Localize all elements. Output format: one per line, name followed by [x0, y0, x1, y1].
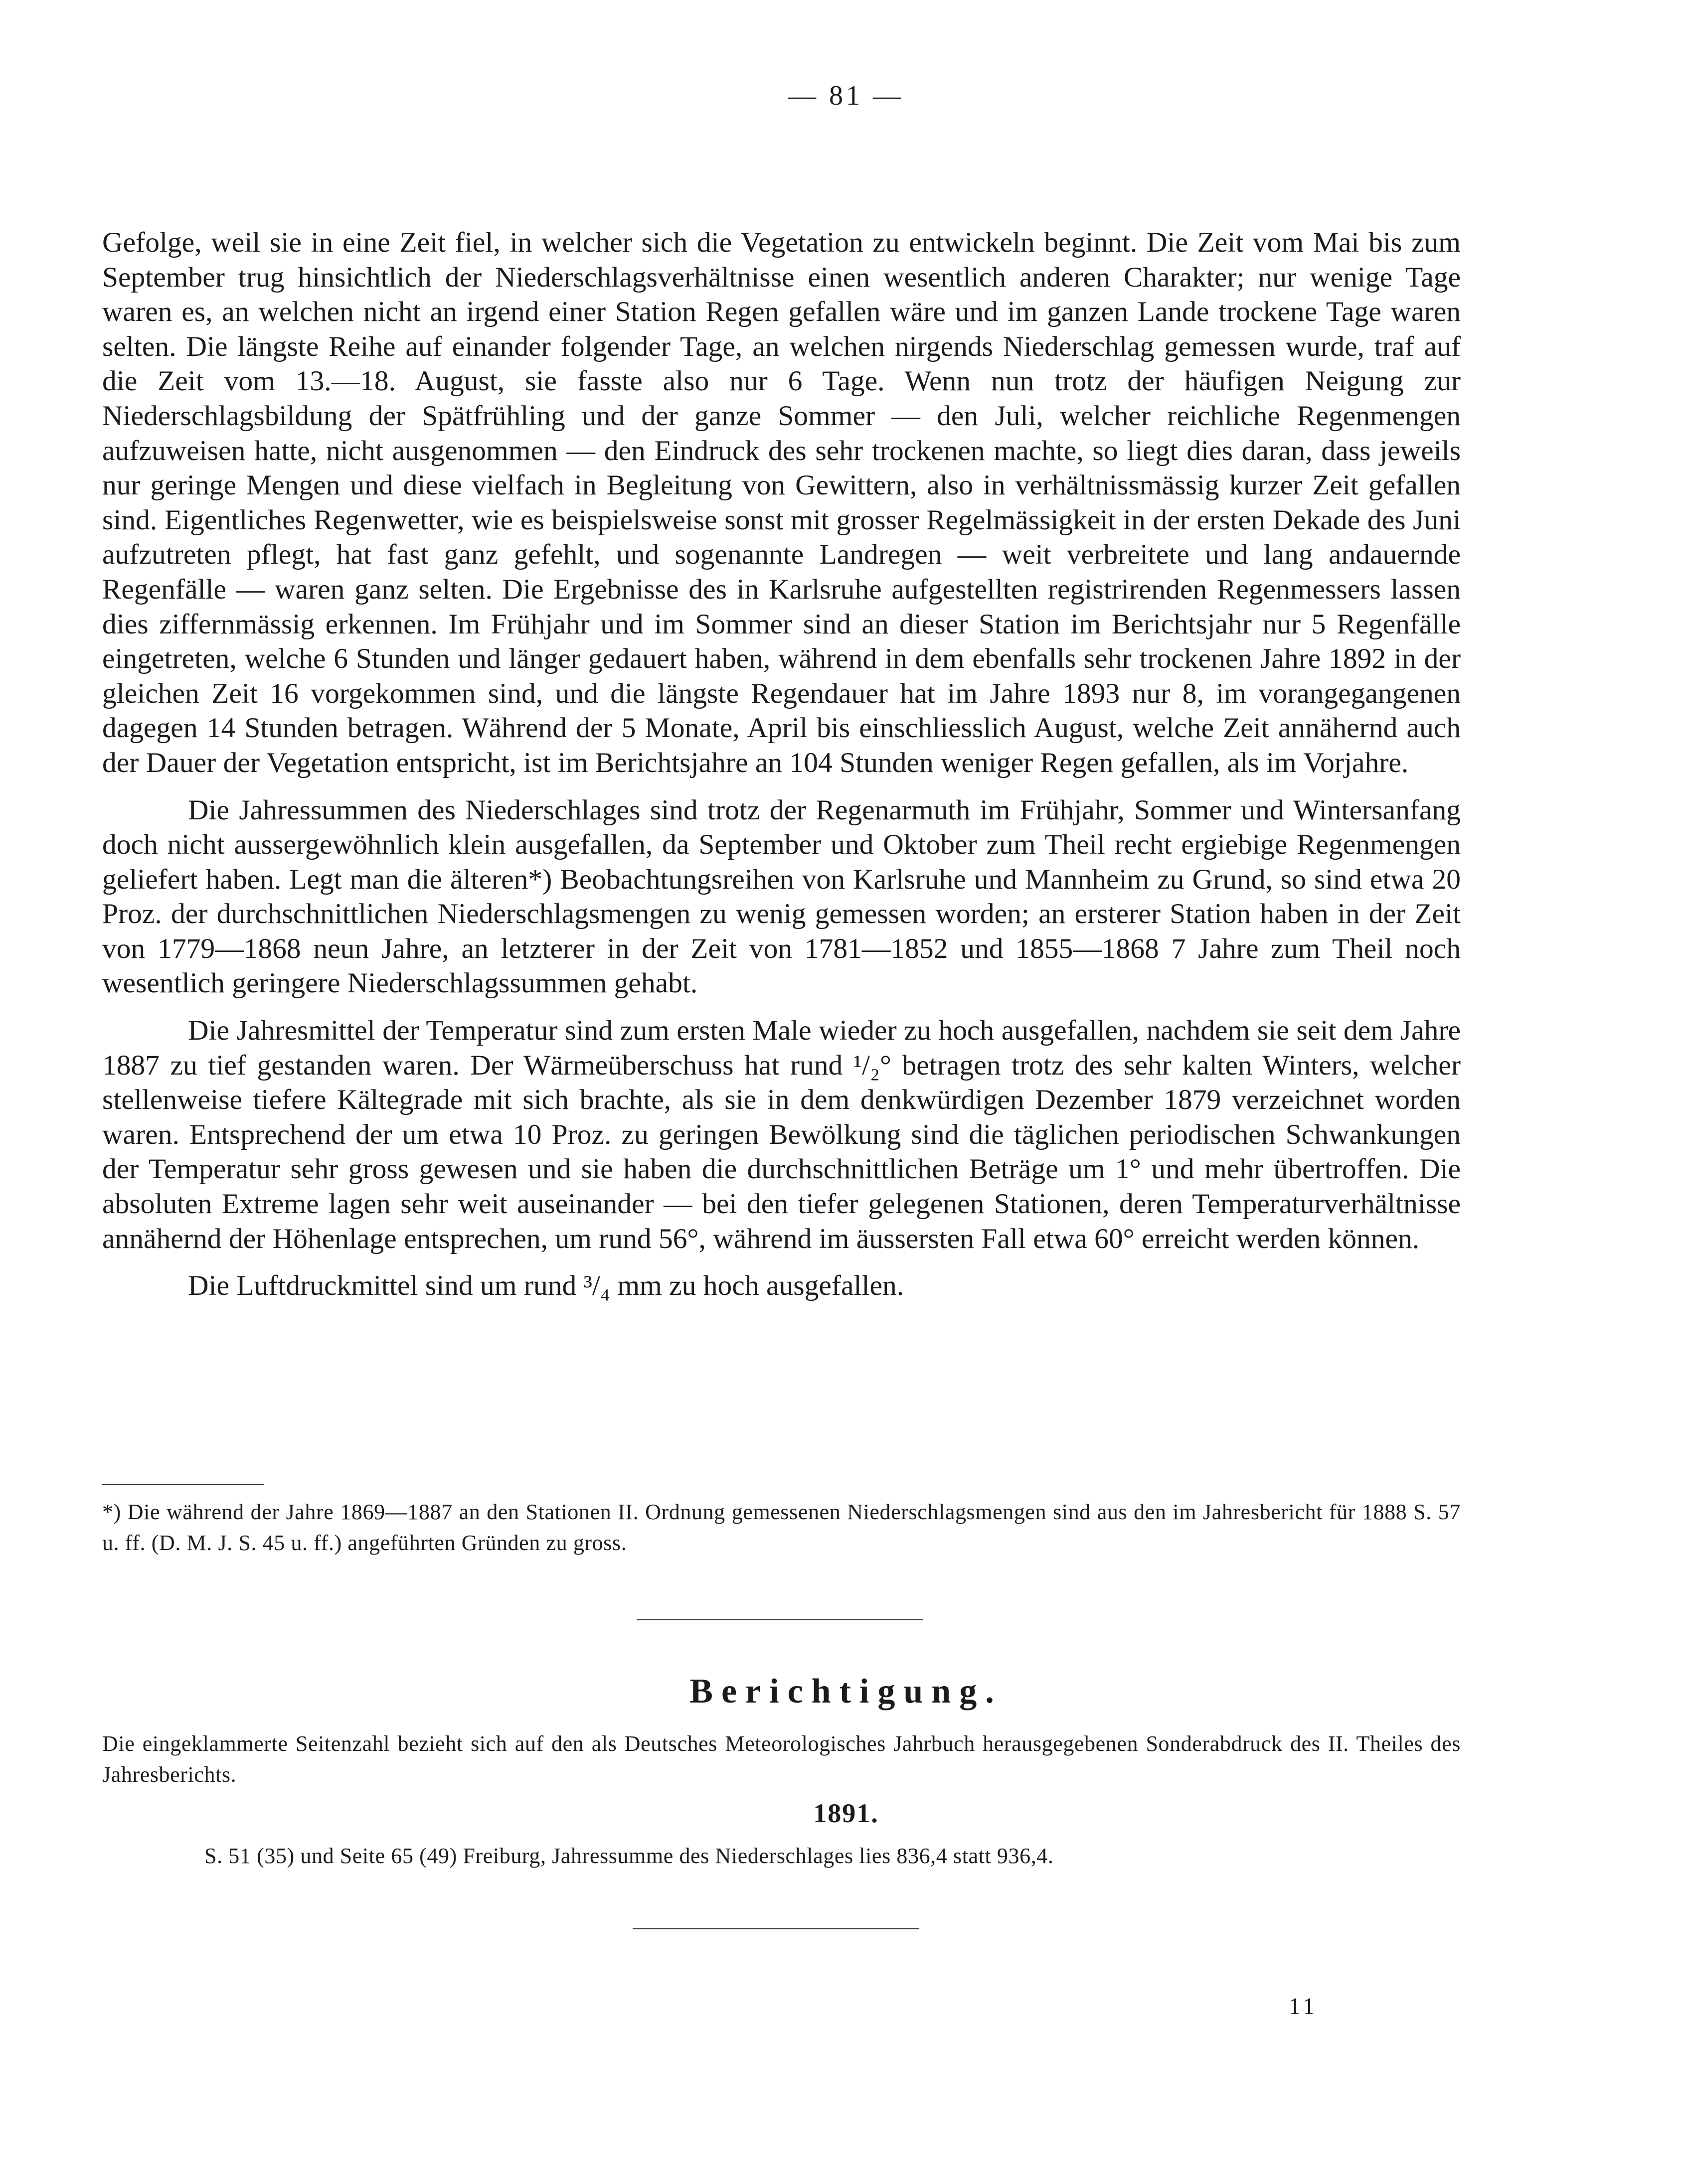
paragraph-luftdruck: Die Luftdruckmittel sind um rund ³/₄ mm zu hoch ausgefallen.	[188, 1270, 904, 1302]
section-divider-top	[637, 1619, 923, 1620]
errata-entry: S. 51 (35) und Seite 65 (49) Freiburg, Jahressumme des Niederschlages lies 836,4 statt 936,4.	[204, 1844, 1054, 1868]
body-text	[102, 225, 1461, 1316]
paragraph-jahressummen: Die Jahressummen des Niederschlages sind trotz der Regenarmuth im Frühjahr, Sommer und Wintersanfang doch nicht aussergewöhnlich klein ausgefallen, da September und Oktober zum Theil recht ergiebige Regenmengen geliefert haben. Legt man die älteren*) Beobachtungsreihen von Karlsruhe und Mannheim zu Grund, so sind etwa 20 Proz. der durchschnittlichen Niederschlagsmengen zu wenig gemessen worden; an ersterer Station haben in der Zeit von 1779—1868 neun Jahre, an letzterer in der Zeit von 1781—1852 und 1855—1868 7 Jahre zum Theil noch wesentlich geringere Niederschlagssummen gehabt.	[102, 794, 1461, 999]
errata-heading: Berichtigung.	[689, 1672, 1003, 1711]
paragraph-jahresmittel: Die Jahresmittel der Temperatur sind zum ersten Male wieder zu hoch ausgefallen, nachdem sie seit dem Jahre 1887 zu tief gestanden waren. Der Wärmeüberschuss hat rund ¹/₂° betragen trotz des sehr kalten Winters, welcher stellenweise tiefere Kältegrade mit sich brachte, als sie in dem denkwürdigen Dezember 1879 verzeichnet worden waren. Entsprechend der um etwa 10 Proz. zu geringen Bewölkung sind die täglichen periodischen Schwankungen der Temperatur sehr gross gewesen und sie haben die durchschnittlichen Beträge um 1° und mehr übertroffen. Die absoluten Extreme lagen sehr weit auseinander — bei den tiefer gelegenen Stationen, deren Temperaturverhältnisse annähernd der Höhenlage entsprechen, um rund 56°, während im äussersten Fall etwa 60° erreicht werden können.	[102, 1015, 1461, 1254]
page-number: — 81 —	[788, 80, 904, 111]
footnote: *) Die während der Jahre 1869—1887 an den Stationen II. Ordnung gemessenen Niederschlagsmengen sind aus den im Jahresbericht für 1888 S. 57 u. ff. (D. M. J. S. 45 u. ff.) angeführten Gründen zu gross.	[102, 1500, 1461, 1555]
paragraph-vegetation: Gefolge, weil sie in eine Zeit fiel, in welcher sich die Vegetation zu entwickeln beginnt. Die Zeit vom Mai bis zum September trug hinsichtlich der Niederschlagsverhältnisse einen wesentlich anderen Charakter; nur wenige Tage waren es, an welchen nicht an irgend einer Station Regen gefallen wäre und im ganzen Lande trockene Tage waren selten. Die längste Reihe auf einander folgender Tage, an welchen nirgends Niederschlag gemessen wurde, traf auf die Zeit vom 13.—18. August, sie fasste also nur 6 Tage. Wenn nun trotz der häufigen Neigung zur Niederschlagsbildung der Spätfrühling und der ganze Sommer — den Juli, welcher reichliche Regenmengen aufzuweisen hatte, nicht ausgenommen — den Eindruck des sehr trockenen machte, so liegt dies daran, dass jeweils nur geringe Mengen und diese vielfach in Begleitung von Gewittern, also in verhältnissmässig kurzer Zeit gefallen sind. Eigentliches Regenwetter, wie es beispielsweise sonst mit grosser Regelmässigkeit in der ersten Dekade des Juni aufzutreten pflegt, hat fast ganz gefehlt, und sogenannte Landregen — weit verbreitete und lang andauernde Regenfälle — waren ganz selten. Die Ergebnisse des in Karlsruhe aufgestellten registrirenden Regenmessers lassen dies ziffernmässig erkennen. Im Frühjahr und im Sommer sind an dieser Station im Berichtsjahr nur 5 Regenfälle eingetreten, welche 6 Stunden und länger gedauert haben, während in dem ebenfalls sehr trockenen Jahre 1892 in der gleichen Zeit 16 vorgekommen sind, und die längste Regendauer hat im Jahre 1893 nur 8, im vorangegangenen dagegen 14 Stunden betragen. Während der 5 Monate, April bis einschliesslich August, welche Zeit annähernd auch der Dauer der Vegetation entspricht, ist im Berichtsjahre an 104 Stunden weniger Regen gefallen, als im Vorjahre.	[102, 227, 1461, 779]
errata-note: Die eingeklammerte Seitenzahl bezieht sich auf den als Deutsches Meteorologisches Jahrbuch herausgegebenen Sonderabdruck des II. Theiles des Jahresberichts.	[102, 1731, 1461, 1787]
signature-mark: 11	[1289, 1993, 1318, 2020]
footnote-divider	[102, 1484, 264, 1485]
section-divider-bottom	[633, 1928, 919, 1929]
errata-year: 1891.	[813, 1798, 879, 1828]
